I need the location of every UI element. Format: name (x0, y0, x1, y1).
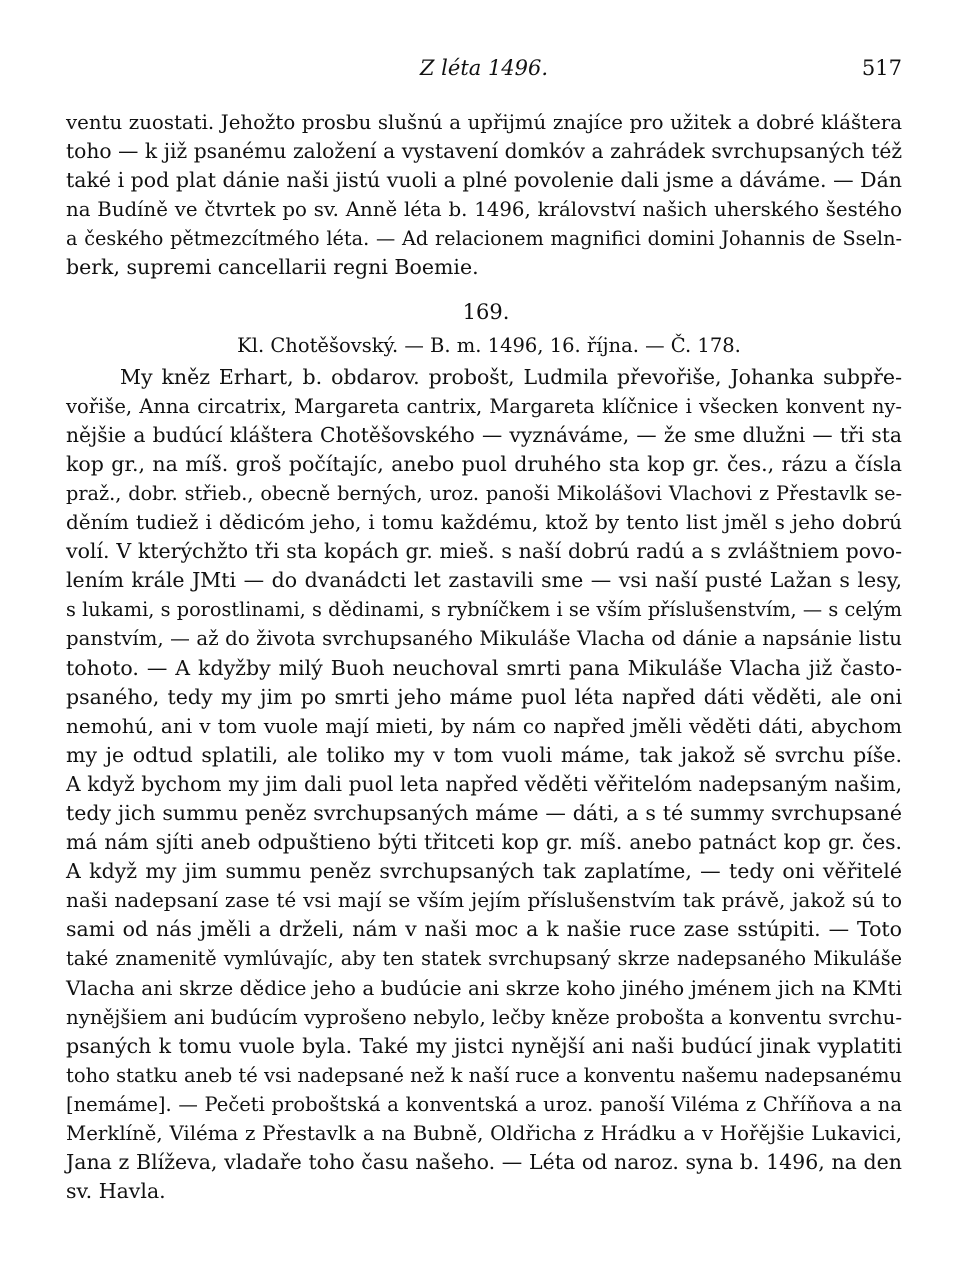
text-line: a českého pětmezcítmého léta. — Ad relacionem magnifici domini Johannis de Sseln- (66, 227, 902, 251)
text-line: panstvím, — až do života svrchupsaného Mikuláše Vlacha od dánie a napsánie listu (66, 627, 902, 651)
text-line: praž., dobr. střieb., obecně berných, uroz. panoši Mikolášovi Vlachovi z Přestavlk se- (66, 481, 902, 505)
text-line: psaných k tomu vuole byla. Také my jistci nynější ani naši budúcí jinak vyplatiti (66, 1033, 902, 1058)
running-header (66, 56, 902, 88)
text-line: s lukami, s porostlinami, s dědinami, s rybníčkem i se vším příslušenstvím, — s celým (66, 598, 902, 622)
text-line: také znamenitě vymlúvajíc, aby ten statek svrchupsaný skrze nadepsaného Mikuláše (66, 947, 902, 971)
text-line: My kněz Erhart, b. obdarov. probošt, Ludmila převořiše, Johanka subpře- (120, 364, 902, 389)
text-line: nějšie a budúcí kláštera Chotěšovského — vyznáváme, — že sme dlužni — tři sta (66, 422, 902, 447)
document-number: 169. (462, 299, 510, 324)
book-page (66, 56, 902, 1206)
entry-169-text (66, 363, 902, 1207)
text-line: ventu zuostati. Jehožto prosbu slušnú a upřijmú znajíce pro užitek a dobré kláštera (66, 111, 902, 134)
text-line: berk, supremi cancellarii regni Boemie. (66, 255, 479, 280)
text-line: vořiše, Anna circatrix, Margareta cantrix, Margareta klíčnice i všecken konvent ny- (66, 394, 902, 418)
text-line: děním tudiež i dědicóm jeho, i tomu každému, ktož by tento list jměl s jeho dobrú (66, 510, 902, 535)
text-line: psaného, tedy my jim po smrti jeho máme puol léta napřed dáti věděti, ale oni (66, 684, 902, 709)
text-line: Vlacha ani skrze dědice jeho a budúcie ani skrze koho jiného jménem jich na KMti (66, 975, 902, 1000)
text-line: lením krále JMti — do dvanádcti let zastavili sme — vsi naší pusté Lažan s lesy, (66, 568, 902, 593)
text-line: nemohú, ani v tom vuole mají mieti, by nám co napřed jměli věděti dáti, abychom (66, 713, 902, 738)
source-citation: Kl. Chotěšovský. — B. m. 1496, 16. října. — Č. 178. (237, 333, 741, 357)
text-line: tedy jich summu peněz svrchupsaných máme — dáti, a s té summy svrchupsané (66, 800, 902, 825)
entry-168-continuation (66, 108, 902, 283)
text-line: má nám sjíti aneb odpuštieno býti třitceti kop gr. míš. anebo patnáct kop gr. čes. (66, 830, 902, 855)
text-line: volí. V kterýchžto tři sta kopách gr. mieš. s naší dobrú radú a s zvláštniem povo- (66, 539, 902, 564)
text-line: my je odtud splatili, ale toliko my v tom vuoli máme, tak jakož sě svrchu píše. (66, 742, 902, 767)
running-title: Z léta 1496. (419, 56, 549, 80)
text-line: Merklíně, Viléma z Přestavlk a na Bubně, Oldřicha z Hrádku a v Hořějšie Lukavici, (66, 1122, 902, 1145)
text-line: na Budíně ve čtvrtek po sv. Anně léta b. 1496, království našich uherského šestého (66, 198, 902, 222)
text-line: toho — k již psanému založení a vystavení domkóv a zahrádek svrchupsaných též (66, 139, 902, 164)
text-line: sami od nás jměli a drželi, nám v naši moc a k našie ruce zase sstúpiti. — Toto (66, 917, 902, 942)
text-line: A když bychom my jim dali puol leta napřed věděti věřitelóm nadepsaným našim, (66, 771, 902, 796)
text-line: tohoto. — A kdyžby milý Buoh neuchoval smrti pana Mikuláše Vlacha již často- (66, 655, 902, 680)
text-line: nynějšiem ani budúcím vyprošeno nebylo, lečby kněze probošta a konventu svrchu- (66, 1005, 902, 1029)
page-number: 517 (861, 56, 902, 80)
text-line: A když my jim summu peněz svrchupsaných tak zaplatíme, — tedy oni věřitelé (66, 859, 902, 884)
text-line: kop gr., na míš. groš počítajíc, anebo puol druhého sta kop gr. čes., rázu a čísla (66, 451, 902, 476)
text-line: toho statku aneb té vsi nadepsané než k naší ruce a konventu našemu nadepsanému (66, 1063, 902, 1087)
text-line: Jana z Blíževa, vladaře toho času našeho. — Léta od naroz. syna b. 1496, na den (66, 1150, 902, 1175)
text-line: [nemáme]. — Pečeti proboštská a konventská a uroz. panoší Viléma z Chříňova a na (66, 1092, 902, 1116)
text-line: naši nadepsaní zase té vsi mají se vším jejím příslušenstvím tak právě, jakož sú to (66, 888, 902, 913)
text-line: také i pod plat dánie naši jistú vuoli a plné povolenie dali jsme a dáváme. — Dán (66, 168, 902, 193)
text-line: sv. Havla. (66, 1179, 166, 1204)
